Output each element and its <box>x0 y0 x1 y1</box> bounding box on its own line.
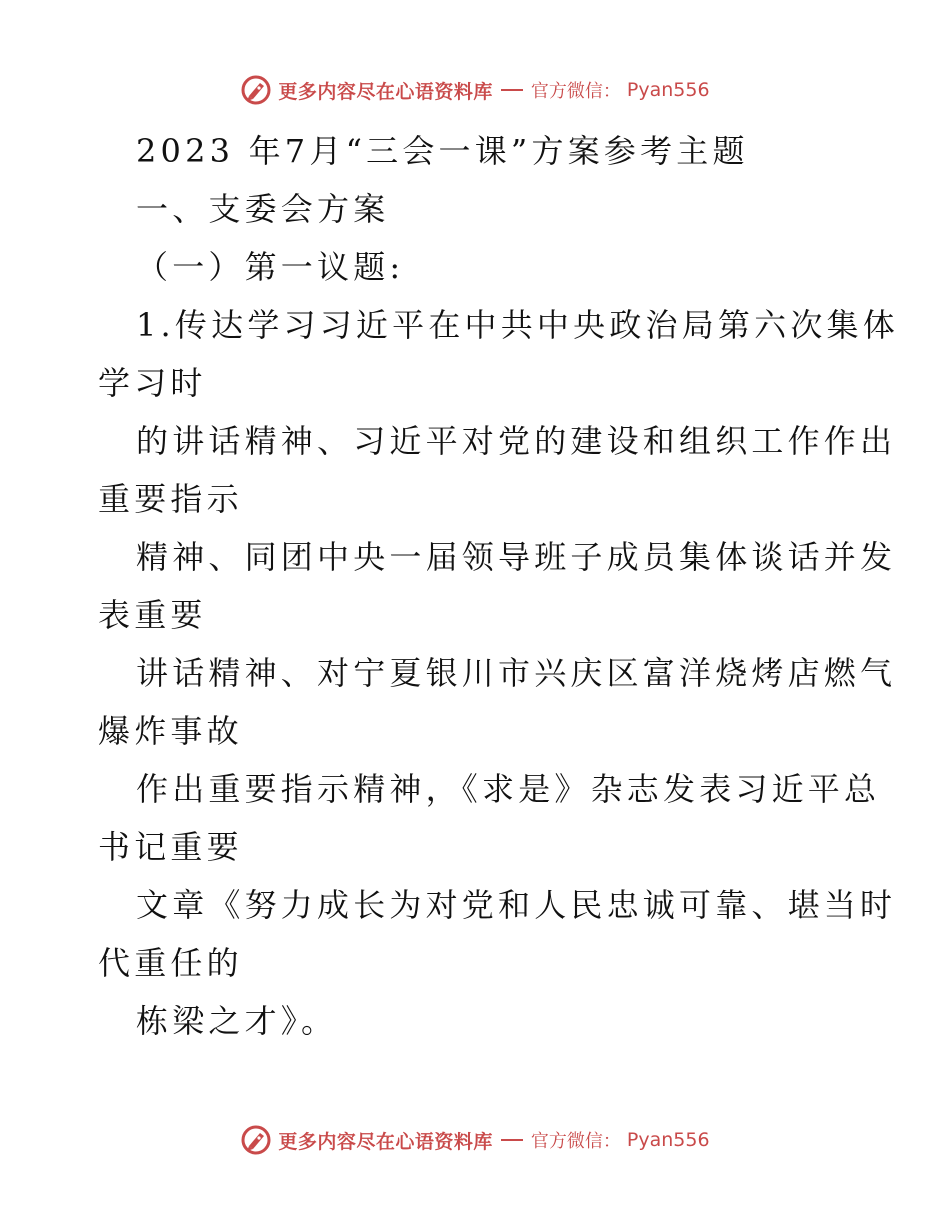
text-line: 代重任的 <box>98 944 243 982</box>
watermark-dash <box>501 1139 523 1141</box>
watermark-wechat-id: Pyan556 <box>626 79 710 101</box>
footer-watermark <box>0 1120 950 1160</box>
text-line: 重要指示 <box>98 480 243 518</box>
watermark-wechat-label: 官方微信： <box>530 81 621 102</box>
paragraph <box>98 296 899 1050</box>
text-line: 爆炸事故 <box>98 712 243 750</box>
text-line: 栋梁之才》。 <box>136 1002 338 1040</box>
text-line: 精神、同团中央一届领导班子成员集体谈话并发 <box>136 538 897 576</box>
pen-nib-logo-icon <box>240 74 272 106</box>
text-line: 的讲话精神、习近平对党的建设和组织工作作出 <box>136 422 897 460</box>
watermark-text: 更多内容尽在心语资料库 <box>278 80 493 103</box>
text-line: 1.传达学习习近平在中共中央政治局第六次集体 <box>136 306 899 344</box>
pen-nib-logo-icon <box>240 1124 272 1156</box>
subsection-heading: （一）第一议题: <box>136 248 405 286</box>
text-line: 表重要 <box>98 596 207 634</box>
text-line: 学习时 <box>98 364 207 402</box>
text-line: 文章《努力成长为对党和人民忠诚可靠、堪当时 <box>136 886 897 924</box>
watermark-wechat-id: Pyan556 <box>626 1129 710 1151</box>
text-line: 作出重要指示精神，《求是》杂志发表习近平总 <box>136 770 881 808</box>
text-line: 书记重要 <box>98 828 243 866</box>
section-heading: 一、支委会方案 <box>136 190 390 228</box>
text-line: 讲话精神、对宁夏银川市兴庆区富洋烧烤店燃气 <box>136 654 897 692</box>
watermark-dash <box>501 89 523 91</box>
header-watermark <box>0 70 950 110</box>
watermark-text: 更多内容尽在心语资料库 <box>278 1130 493 1153</box>
document-title: 2023 年7月“三会一课”方案参考主题 <box>136 132 749 170</box>
watermark-wechat-label: 官方微信： <box>530 1131 621 1152</box>
document-body <box>98 122 899 1050</box>
